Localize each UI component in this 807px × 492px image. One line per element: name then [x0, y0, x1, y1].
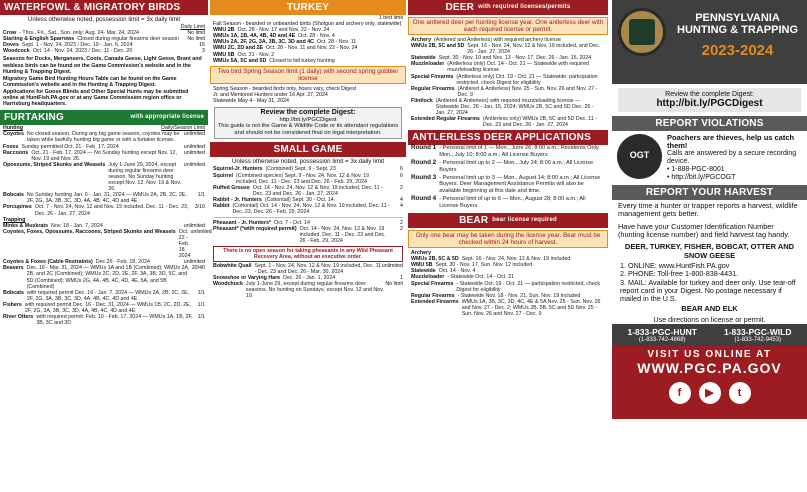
brand-panel — [612, 0, 807, 84]
phone-wild[interactable]: 1-833-PGC-WILD (1-833-742-9453) — [723, 326, 792, 343]
table-row — [0, 228, 212, 260]
row-dates: Sunday permitted Oct. 21 - Feb. 17, 2024 — [21, 143, 119, 150]
waterfowl-title: WATERFOWL & MIGRATORY BIRDS — [4, 2, 181, 13]
round-name: Round 3 — [411, 174, 437, 182]
trapping-rows — [0, 222, 212, 327]
table-row — [408, 74, 608, 86]
digest-text: Review the complete Digest: — [665, 91, 754, 98]
column-1 — [0, 0, 212, 492]
violations-bold: Poachers are thieves, help us catch them! — [667, 133, 795, 150]
row-limit: 2 — [400, 220, 403, 227]
table-row — [210, 185, 406, 197]
row-dates: Sept. 1 - Nov. 24, 2023 / Dec. 19 - Jan. 6, 2024 — [21, 42, 133, 49]
small-game-title: SMALL GAME — [273, 144, 343, 156]
bear-rows — [408, 250, 608, 317]
row-dates: (Cottontail) Oct. 14 - Nov. 24, Nov. 12 & Nov. 19 included, Dec. 11 - Dec. 23, Dec. 26 - Feb. 29, 2024 — [232, 202, 390, 216]
row-name: Rabbit — [213, 202, 230, 209]
row-name: Porcupines — [3, 204, 32, 211]
row-dates: - Thrs., Fri., Sat., Sun. only; Aug. 24- Mar. 24, 2024 — [19, 30, 139, 37]
row-dates: - Statewide Oct. 14 - Oct. 21 — [447, 274, 515, 281]
list-item — [408, 175, 608, 194]
furtaking-col-headings: Hunting Daily/Season Limit — [3, 125, 205, 132]
waterfowl-note: Unless otherwise noted, possession limit = 3x daily limit — [27, 16, 181, 23]
deer-rows — [408, 37, 608, 128]
harvest-header — [612, 185, 807, 200]
row-dates: Oct. 22 - Feb. 18, 2024 — [178, 228, 191, 260]
row-name: Muzzleloader — [411, 274, 445, 281]
violations-title: REPORT VIOLATIONS — [655, 118, 764, 129]
row-dates: Dec. 16 - Mar. 31, 2024 — WMUs 1A and 1B (Combined); WMUs 2A, 2B, and 2C (Combined); WMUs 2C, 2D, 2E, 2F, 3A, 3B, 3D, 5C, and 5D (Combined); WMUs 2G, 4A, 4B, 4C, 4D, 4E, 5A, and 5B (Combined) — [26, 265, 190, 290]
table-row — [408, 299, 608, 317]
table-row — [408, 98, 608, 116]
row-name: Regular Firearms — [411, 85, 455, 92]
bear-title: BEAR — [459, 215, 489, 227]
table-row — [0, 302, 208, 314]
deer-sub: with required licenses/permits — [478, 4, 571, 11]
row-dates: Oct. 28 - Nov. 11 — [316, 39, 357, 46]
row-limit: unlimited — [183, 131, 205, 138]
row-limit: 1/1 — [197, 314, 205, 321]
row-dates: Oct. 7 - Oct. 14 — [274, 220, 310, 227]
bear-elk-text: Use directions on license or permit. — [653, 314, 766, 324]
row-dates: with required permit: Feb. 10 - Feb. 17, 2024 — WMUs 1A, 1B, 2F, 3B, 3C and 3D — [36, 314, 193, 327]
row-name: WMUs 1A, 1B, 4A, 4B, 4D and 4E — [213, 33, 296, 40]
row-limit: 4 — [400, 196, 403, 203]
violations-text: Calls are answered by a secure recording device. — [667, 150, 797, 165]
harvest-p1: Every time a hunter or trapper reports a harvest, wildlife management gets better. — [618, 201, 798, 219]
table-row — [0, 131, 208, 143]
row-name: Woodchuck — [213, 280, 243, 287]
row-dates: (Antlered & Antlerless) Nov. 25 - Sun. Nov. 26 and Nov. 27 - Dec. 9 — [457, 85, 598, 98]
waterfowl-note-item: Applications for Goose Blinds and Other Special Hunts may be submitted online at HuntFish.PA.gov or at any Game Commission region office or Harrisburg headquarters. — [3, 88, 189, 108]
row-name: WMUs 2B, 5C & 5D — [411, 256, 459, 263]
row-name: Flintlock — [411, 97, 433, 104]
table-row — [0, 314, 208, 326]
row-dates: No closed season. During any big game season, coyotes may be taken while lawfully hunting big game or with a furtaker license. — [26, 131, 180, 144]
row-dates: Sept. 30 - Nov. 10 and Nov. 13 - Nov. 17, Dec. 26 - Jan. 15, 2024 — [438, 55, 592, 62]
waterfowl-note-item: Seasons for Ducks, Mergansers, Coots, Canada Geese, Light Geese, Brant and webless birds can be found on the Game Commission's website and in the Hunting & Trapping Digest. — [3, 56, 202, 75]
row-name: Statewide — [411, 268, 436, 275]
turkey-jr: Jr. and Mentored Hunters under 16 Apr. 27, 2024 — [213, 91, 328, 98]
row-name: Opossums, Striped Skunks and Weasels — [3, 161, 106, 168]
row-dates: with required permit Dec. 16 - Jan. 7, 2024 — WMUs 2A, 2B, 2C, 2E, 2F, 2G, 3A, 3B, 3C, 3D, 4A, 4B, 4C, 4D and 4E — [26, 289, 190, 302]
row-name: WMU 2B — [213, 27, 235, 34]
review-digest-box — [214, 107, 402, 139]
visit-url[interactable]: WWW.PGC.PA.GOV — [637, 359, 782, 376]
row-name: Snowshoe or Varying Hare — [213, 274, 281, 281]
bear-box: Only one bear may be taken during the license year. Bear must be checked within 24 hours of harvest. — [408, 230, 608, 248]
row-dates: (Combined) Sept. 9 - Sept. 23 — [265, 166, 336, 173]
row-dates: Oct. 14 - Nov. 24, 2023 / Dec. 11 - Dec. 20 — [32, 48, 133, 55]
row-name: WMU 2C, 2D and 2E — [213, 45, 264, 52]
round-name: Round 1 — [411, 144, 437, 152]
row-dates: July 1-June 29, 2024, except during regular firearms deer season. No Sunday hunting except Nov. 12, Nov. 19 & Nov. 26. — [108, 161, 182, 193]
furtaking-header — [0, 110, 208, 125]
row-name: Bobcats — [3, 192, 24, 199]
row-dates: Oct. 14 - Nov. 4 — [438, 268, 476, 275]
small-game-note: Unless otherwise noted, possession limit = 3x daily limit — [231, 158, 385, 166]
row-name: Coyotes & Foxes (Cable Restraints) — [3, 259, 93, 266]
table-row — [0, 150, 208, 162]
row-name: Statewide — [411, 55, 436, 62]
table-row — [408, 116, 608, 128]
row-limit: unlimited — [183, 259, 205, 266]
row-name: Special Firearms — [411, 280, 454, 287]
row-limit: unlimited — [190, 228, 212, 235]
turkey-fall: Fall Season - bearded or unbearded birds (Shotgun and archery only, statewide) — [213, 21, 402, 28]
row-name: Minks & Muskrats — [3, 222, 49, 229]
row-name: Coyotes, Foxes, Opossums, Raccoons, Striped Skunks and Weasels — [3, 228, 176, 235]
table-row — [210, 281, 406, 299]
row-dates: Sept. 16 - Nov. 24, Nov. 12 & Nov. 19 included, and Dec. 26 - Jan. 27, 2024 — [467, 43, 601, 56]
round-text: - Personal limit of up to 6 — Mon., August 28; 8:00 a.m.; All License Buyers — [439, 196, 586, 209]
row-dates: with required permit Dec. 16 - Dec. 31, 2024 — WMUs 1B, 2C, 2D, 2E, 2F, 2G, 3A, 3B, 3C, 3D, 4A, 4B, 4C, 4D and 4E — [24, 301, 192, 315]
furtaking-rows — [0, 131, 208, 216]
row-name: WMUs 2A, 2F, 2G, 3A, 3B, 3C, 3D and 4C — [213, 39, 314, 46]
trapping-heading: Trapping — [3, 216, 26, 223]
row-limit: 20/40 — [191, 265, 205, 272]
list-item — [408, 160, 608, 173]
row-name: Bobcats — [3, 289, 24, 296]
round-text: - Personal limit up to 3 — Mon., August 14; 8:00 a.m.; All License Buyers. Deer Management Assistance Permits will also be available beginning at this date and time. — [439, 175, 601, 194]
row-name: Regular Firearms — [411, 292, 455, 299]
row-name: Archery — [411, 250, 432, 257]
table-row — [0, 162, 208, 192]
turkey-limit: 1 bird limit — [378, 15, 403, 21]
row-name: Ruffed Grouse — [213, 184, 250, 191]
row-name: Muzzleloader — [411, 61, 445, 68]
waterfowl-header — [0, 0, 208, 15]
row-limit: 15 — [199, 42, 205, 49]
bear-header — [408, 213, 608, 228]
row-limit: 2 — [400, 226, 403, 233]
table-row — [408, 86, 608, 98]
row-limit: 3/10 — [194, 204, 205, 211]
table-row — [0, 290, 208, 302]
row-dates: Sept. 16 - Nov. 24, Nov. 12 & Nov. 19 included — [461, 256, 571, 263]
row-limit: 1/1 — [197, 192, 205, 199]
row-dates: - Statewide Oct. 19 - Oct. 21 — participation restricted, check Digest for eligibility — [456, 280, 601, 293]
row-dates: Sept. 1 - Nov. 24, Nov. 12 & Nov. 19 included, Dec. 11 - Dec. 23 and Dec. 26 - Mar. 30, 2024 — [254, 262, 382, 275]
daily-limit-heading: Daily Limit — [180, 24, 205, 30]
digest-link[interactable]: http://bit.ly/PGCDigest — [656, 98, 763, 109]
harvest-items — [612, 262, 807, 303]
row-name: Fishers — [3, 301, 22, 308]
row-name: Coyotes — [3, 131, 24, 138]
table-row — [210, 173, 406, 185]
brand-year: 2023-2024 — [701, 42, 774, 59]
turkey-spring-box: Two bird Spring Season limit (1 daily) with second spring gobbler license — [210, 66, 406, 84]
row-dates: (Combined species) Sept. 9 - Nov. 24, Nov. 12 & Nov. 19 included, Dec. 11 - Dec. 23 and Dec. 26 - Feb. 29, 2024 — [236, 172, 370, 185]
harvest-item: 2. PHONE: Toll-free 1-800-838-4431. — [620, 269, 739, 279]
review-title: Review the complete Digest: — [260, 109, 356, 117]
row-limit: No limit — [187, 30, 205, 37]
digest-box — [618, 88, 801, 112]
row-name: Starling & English Sparrows — [3, 36, 75, 43]
round-text: - Personal limit of 1 — Mon., June 26; 8:00 a.m.; Residents Only. Mon., July 10; 8:00 a.m.; All License Buyers — [439, 145, 600, 158]
antlerless-title: ANTLERLESS DEER APPLICATIONS — [412, 132, 591, 144]
row-name: WMUs 2B, 5C and 5D — [411, 43, 465, 50]
row-name: Extended Regular Firearms — [411, 116, 480, 123]
row-dates: Oct. 28 - Nov. 17 and Nov. 22 - Nov. 24 — [237, 27, 330, 34]
harvest-p2: Have have your Customer Identification Number (hunting license number) and field harvest tag handy. — [618, 221, 790, 239]
row-dates: (Antlerless only) WMUs 2B, 5C and 5D Dec. 11 - Dec. 23 and Dec. 26 - Jan. 27, 2024 — [482, 116, 598, 129]
harvest-item: 3. MAIL: Available for turkey and deer only. Use tear-off report card in your Digest. No postage necessary if mailed in the U.S. — [620, 277, 796, 303]
row-dates: July 1-June 29, except during regular firearms deer seasons. No hunting on Sundays, except Nov. 12 and Nov. 19. — [245, 280, 384, 299]
row-limit: unlimited — [183, 161, 205, 168]
row-name: WMU 5B — [411, 262, 433, 269]
visit-panel — [612, 346, 807, 419]
facebook-icon[interactable]: f — [669, 382, 691, 404]
table-row — [0, 192, 208, 204]
ogt-logo-icon: OGT — [617, 134, 662, 179]
round-text: - Personal limit up to 2 — Mon., July 24; 8:00 a.m.; All License Buyers — [439, 160, 594, 173]
row-dates: Oct. 14 - Nov. 24, Nov. 12 & Nov. 19 included, Dec. 11 - Dec. 23 and Dec. 26 - Jan. 27, 2024 — [252, 184, 383, 197]
waterfowl-note-item: Migratory Game Bird Hunting Hours Table can be found on the Game Commission's website and in the Hunting & Trapping Digest. — [3, 75, 177, 88]
harvest-item: 1. ONLINE: www.HuntFish.PA.gov — [620, 261, 730, 271]
row-limit: unlimited — [183, 149, 205, 156]
row-dates: Oct. 31 - Nov. 2 — [237, 51, 275, 58]
row-dates: Oct. 14 - Nov. 24, Nov. 12 & Nov. 19 included, Dec. 11 - Dec. 23 and Dec. 26 - Feb. 29, 2024 — [299, 226, 386, 245]
row-limit: No limit — [385, 280, 403, 287]
row-name: Pheasant - Jr. Hunters* — [213, 220, 271, 227]
table-row — [210, 58, 406, 64]
pheasant-alert: There is no open season for taking pheasants in any Wild Pheasant Recovery Area, without an executive order. — [213, 246, 403, 262]
violations-body — [612, 131, 807, 185]
twitter-icon[interactable]: t — [729, 382, 751, 404]
table-row — [408, 61, 608, 73]
violations-header — [612, 116, 807, 131]
row-dates: Nov. 18 - Jan. 7, 2024 — [51, 222, 103, 229]
harvest-species: DEER, TURKEY, FISHER, BOBCAT, OTTER AND SNOW GEESE — [624, 242, 795, 260]
row-limit: 1/1 — [197, 289, 205, 296]
violations-url[interactable]: • http://bit.ly/PGCOGT — [667, 174, 736, 181]
youtube-icon[interactable]: ▶ — [699, 382, 721, 404]
row-dates: Oct. 28 - Nov. 4 — [298, 33, 335, 40]
row-dates: (Cottontail) Sept. 30 - Oct. 14 — [264, 196, 334, 203]
row-name: Beavers — [3, 265, 24, 272]
row-name: Foxes — [3, 143, 19, 150]
antlerless-header — [408, 130, 608, 145]
row-name: Special Firearms — [411, 73, 454, 80]
column-4 — [612, 0, 807, 492]
small-game-header — [210, 142, 406, 157]
row-name: Squirrel-Jr. Hunters — [213, 166, 263, 173]
deer-title: DEER — [445, 2, 475, 13]
row-limit: No limit — [187, 36, 205, 43]
table-row — [0, 265, 208, 289]
row-limit: unlimited — [183, 143, 205, 150]
row-name: Crow — [3, 30, 17, 37]
table-row — [0, 48, 208, 54]
turkey-statewide: Statewide May 4 - May 31, 2024 — [213, 97, 289, 104]
visit-line-1: VISIT US ONLINE AT — [647, 348, 772, 360]
row-dates: WMUs 1A, 3B, 3C, 3D, 4C, 4E & 5A Nov. 25 - Sun. Nov. 26 and Nov. 27 - Dec. 2; WMUs 2B, 5B, 5C and 5D Nov. 25 - Sun. Nov. 26 and Nov. 27 - Dec. 9 — [461, 298, 601, 317]
small-game-rows-2 — [210, 263, 406, 300]
table-row — [210, 226, 406, 244]
bear-sub: bear license required — [492, 217, 557, 224]
table-row — [408, 43, 608, 55]
round-name: Round 2 — [411, 159, 437, 167]
row-dates: Closed to fall turkey hunting — [269, 57, 335, 64]
row-dates: Oct. 21 - Feb. 17, 2024 — No Sunday hunting except Nov. 12, Nov. 19 and Nov. 26. — [31, 149, 177, 162]
row-limit: 3 — [202, 48, 205, 55]
row-dates: Dec.26 - Feb. 18, 2024 — [95, 259, 150, 266]
row-limit: unlimited — [183, 222, 205, 229]
turkey-rows — [210, 27, 406, 64]
column-3 — [408, 0, 608, 492]
pheasant-rows — [210, 220, 406, 244]
table-row — [408, 281, 608, 293]
row-limit: 1 — [400, 274, 403, 281]
row-dates: (Antlered and Antlerless) with required archery license — [434, 37, 561, 43]
row-name: Doves — [3, 42, 19, 49]
deer-header — [408, 0, 608, 15]
row-dates: Dec. 26 - Jan. 1, 2024 — [283, 274, 336, 281]
row-dates: Oct. 28 - Nov. 11 and Nov. 22 - Nov. 24 — [266, 45, 358, 52]
table-row — [210, 203, 406, 215]
harvest-title: REPORT YOUR HARVEST — [645, 187, 774, 198]
list-item — [408, 145, 608, 158]
bear-elk-heading: BEAR AND ELK — [681, 304, 738, 314]
review-body: This guide is not the Game & Wildlife Code or its attendant regulations and should not be considered final on legal interpretation. — [217, 123, 399, 136]
row-name: WMU 5B — [213, 51, 235, 58]
antlerless-rounds — [408, 145, 608, 209]
violations-phone[interactable]: • 1-888-PGC-8001 — [667, 166, 725, 173]
row-limit: 2 — [400, 184, 403, 191]
phone-hunt[interactable]: 1-833-PGC-HUNT (1-833-742-4868) — [627, 326, 697, 343]
table-row — [0, 204, 208, 216]
row-dates: Sept. 30 - Nov. 17, Sun. Nov. 12 included — [435, 262, 533, 269]
waterfowl-rows — [0, 30, 208, 54]
row-dates: (Antlerless only) Oct. 14 - Oct. 21 — Statewide with required muzzleloading license — [447, 61, 589, 74]
row-limit: 6 — [400, 166, 403, 173]
row-dates: Oct. 7 - Nov. 24, Nov. 12 and Nov. 19 included, Dec. 11 - Dec. 23, Dec. 26 - Jan. 27, 2024 — [34, 204, 189, 217]
round-name: Round 4 — [411, 195, 437, 203]
furtaking-title: FURTAKING — [4, 112, 64, 124]
row-limit: 4 — [400, 202, 403, 209]
phone-bar — [612, 324, 807, 346]
row-name: Rabbit - Jr. Hunters — [213, 196, 262, 203]
table-row — [210, 263, 406, 275]
row-name: Woodcock — [3, 48, 30, 55]
row-dates: (Antlered & Antlerless) with required muzzleloading license — Statewide Dec. 26 - Jan. 15, 2024; WMUs 2B, 5C and 5D Dec. 26 - Jan. 27, 2024 — [435, 97, 594, 117]
waterfowl-notes — [0, 56, 208, 107]
row-name: River Otters — [3, 314, 34, 321]
row-name: Extended Firearms — [411, 298, 459, 305]
turkey-title: TURKEY — [286, 2, 330, 13]
row-name: WMUs 5A, 5C and 5D — [213, 57, 267, 64]
row-limit: 6 — [400, 172, 403, 179]
small-game-rows — [210, 166, 406, 215]
row-limit: unlimited — [381, 262, 403, 269]
row-dates: Closed during regular firearms deer season — [77, 36, 180, 43]
row-name: Squirrel — [213, 172, 234, 179]
row-dates: (Antlerless only) Oct. 19 - Oct. 21 — Statewide: participation restricted, check Digest for eligibility — [456, 73, 598, 86]
turkey-header — [210, 0, 406, 15]
row-name: Bobwhite Quail — [213, 262, 252, 269]
brand-title: PENNSYLVANIA HUNTING & TRAPPING — [677, 12, 798, 36]
review-link[interactable]: http://bit.ly/PGCDigest — [279, 116, 337, 123]
column-2 — [210, 0, 406, 492]
row-dates: - Statewide Nov. 18 - Nov. 21, Sun. Nov. 19 included — [457, 292, 581, 299]
furtaking-sub: with appropriate license — [130, 114, 204, 121]
deer-box: One antlered deer per hunting license year. One antlerless deer with each required license or permit. — [408, 17, 608, 35]
row-name: Raccoons — [3, 149, 29, 156]
pgc-badge-icon — [618, 8, 666, 56]
row-dates: No Sunday hunting Jan. 6 - Jan. 31, 2024 — WMUs 2A, 2B, 2C, 2E, 2F, 2G, 3A, 3B, 3C, 3D, 4A, 4B, 4C, 4D and 4E — [26, 192, 187, 205]
row-limit: 1/1 — [197, 301, 205, 308]
row-name: Pheasant* (*with required permit) — [213, 226, 297, 233]
list-item — [408, 196, 608, 209]
row-name: Archery — [411, 37, 432, 43]
turkey-spring: Spring Season - bearded birds only, hours vary, check Digest — [213, 85, 357, 92]
